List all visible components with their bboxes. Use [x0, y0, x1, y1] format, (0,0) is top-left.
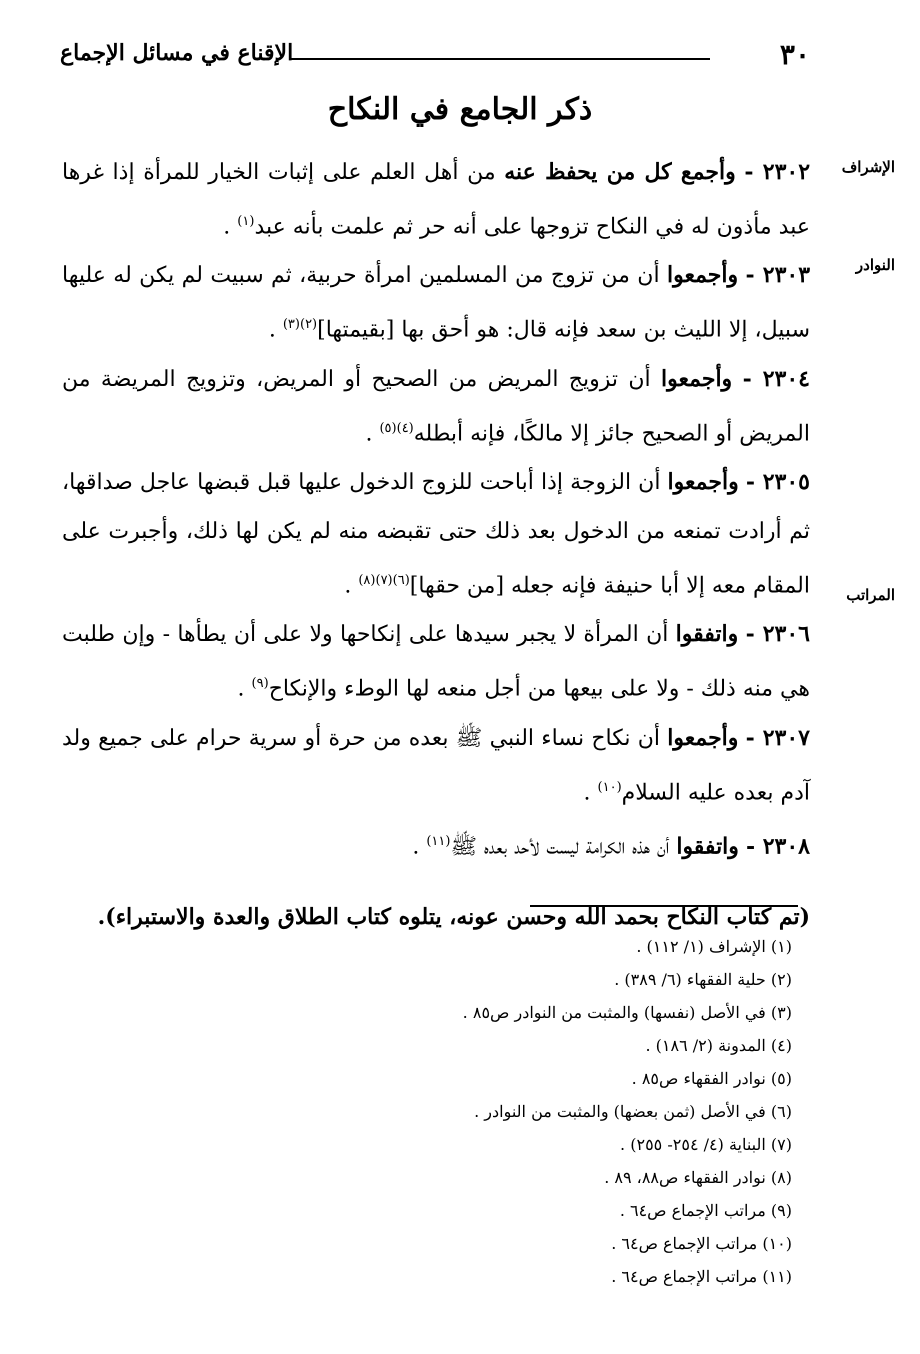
main-text [62, 148, 810, 964]
paragraph-2307 [62, 714, 810, 817]
paragraph-2308 [62, 817, 810, 871]
footnote-ref: (٦)(٧)(٨) [358, 572, 410, 588]
footnote: (٢) حلية الفقهاء (٦/ ٣٨٩) . [614, 970, 792, 989]
paragraph-text: من أهل العلم على إثبات الخيار للمرأة إذا غرها عبد مأذون له في النكاح تزوجها على أنه حر ثم علمت بأنه عبد [62, 160, 810, 240]
paragraph-number: ٢٣٠٢ - [744, 159, 811, 185]
paragraph-number: ٢٣٠٤ - [742, 365, 810, 392]
header-rule [290, 58, 710, 60]
paragraph-end: . [268, 317, 283, 343]
paragraph-keyword: وأجمع كل من يحفظ عنه [504, 159, 736, 185]
footnote: (٩) مراتب الإجماع ص٦٤ . [619, 1201, 792, 1220]
margin-note-2306: المراتب [846, 586, 895, 604]
paragraph-text: أن المرأة لا يجبر سيدها على إنكاحها ولا على أن يطأها - وإن طلبت هي منه ذلك - ولا على بيعها من أجل منعه لها الوطء والإنكاح [62, 622, 810, 702]
footnote-ref: (٤)(٥) [379, 420, 414, 436]
running-title: الإقناع في مسائل الإجماع [60, 40, 294, 66]
paragraph-keyword: وأجمعوا [667, 724, 739, 751]
page-header [60, 38, 810, 78]
paragraph-end: . [237, 676, 252, 702]
paragraph-number: ٢٣٠٨ - [745, 833, 810, 860]
footnote-rule [530, 905, 798, 907]
paragraph-text: أن نكاح نساء النبي ﷺ بعده من حرة أو سرية حرام على جميع ولد آدم بعده عليه السلام [62, 725, 810, 805]
paragraph-2302 [62, 148, 810, 251]
paragraph-number: ٢٣٠٧ - [745, 724, 810, 751]
footnote: (٤) المدونة (٢/ ١٨٦) . [645, 1036, 792, 1055]
paragraph-number: ٢٣٠٦ - [745, 621, 810, 648]
paragraph-number: ٢٣٠٣ - [745, 262, 811, 289]
footnote-ref: (٩) [251, 676, 269, 692]
paragraph-keyword: وأجمعوا [667, 468, 739, 495]
closing-statement: (تم كتاب النكاح بحمد الله وحسن عونه، يتلوه كتاب الطلاق والعدة والاستبراء). [97, 904, 810, 931]
paragraph-2306 [62, 610, 810, 713]
paragraph-keyword: وأجمعوا [661, 365, 733, 392]
footnote-ref: (١٠) [597, 779, 622, 795]
paragraph-end: . [583, 779, 598, 805]
paragraph-end: . [223, 214, 238, 240]
paragraph-end: . [344, 573, 359, 599]
footnote: (٣) في الأصل (نفسها) والمثبت من النوادر ص٨٥ . [462, 1003, 792, 1022]
paragraph-end: . [412, 834, 427, 860]
footnotes [300, 930, 792, 1293]
page-number: ٣٠ [779, 38, 810, 71]
footnote: (١٠) مراتب الإجماع ص٦٤ . [611, 1234, 792, 1253]
footnote-ref: (١) [237, 214, 255, 229]
paragraph-2304 [62, 355, 810, 458]
footnote: (٦) في الأصل (ثمن بعضها) والمثبت من النوادر . [474, 1102, 792, 1121]
paragraph-text: أن الزوجة إذا أباحت للزوج الدخول عليها قبل قبضها عاجل صداقها، ثم أرادت تمنعه من الدخول بعد ذلك حتى تقبضه منه لم يكن لها ذلك، وأجبرت على المقام معه إلا أبا حنيفة فإنه جعله [من حقها] [62, 469, 810, 599]
footnote: (٥) نوادر الفقهاء ص٨٥ . [631, 1069, 792, 1088]
footnote-ref: (١١) [426, 833, 451, 849]
footnote: (١) الإشراف (١/ ١١٢) . [636, 937, 792, 956]
footnote-ref: (٢)(٣) [282, 317, 318, 333]
paragraph-2303 [62, 251, 810, 354]
paragraph-text: أن من تزوج من المسلمين امرأة حربية، ثم سبيت لم يكن له عليها سبيل، إلا الليث بن سعد فإنه قال: هو أحق بها [بقيمتها] [62, 263, 810, 343]
margin-note-2302: الإشراف [841, 158, 895, 176]
chapter-title: ذكر الجامع في النكاح [327, 92, 593, 127]
footnote: (٧) البناية (٤/ ٢٥٤- ٢٥٥) . [620, 1135, 792, 1154]
paragraph-keyword: واتفقوا [676, 833, 739, 860]
paragraph-keyword: وأجمعوا [666, 262, 739, 289]
paragraph-2305 [62, 458, 810, 610]
margin-note-2303: النوادر [855, 256, 895, 274]
paragraph-keyword: واتفقوا [675, 621, 739, 648]
paragraph-end: . [365, 420, 380, 446]
paragraph-number: ٢٣٠٥ - [745, 468, 810, 495]
footnote: (١١) مراتب الإجماع ص٦٤ . [611, 1267, 792, 1286]
paragraph-text: أن تزويج المريض من الصحيح أو المريض، وتزويج المريضة من المريض أو الصحيح جائز إلا مالكًا، فإنه أبطله [62, 366, 810, 446]
footnote: (٨) نوادر الفقهاء ص٨٨، ٨٩ . [604, 1168, 792, 1187]
paragraph-text: أن هذه الكرامة ليست لأحد بعده ﷺ [450, 834, 670, 860]
